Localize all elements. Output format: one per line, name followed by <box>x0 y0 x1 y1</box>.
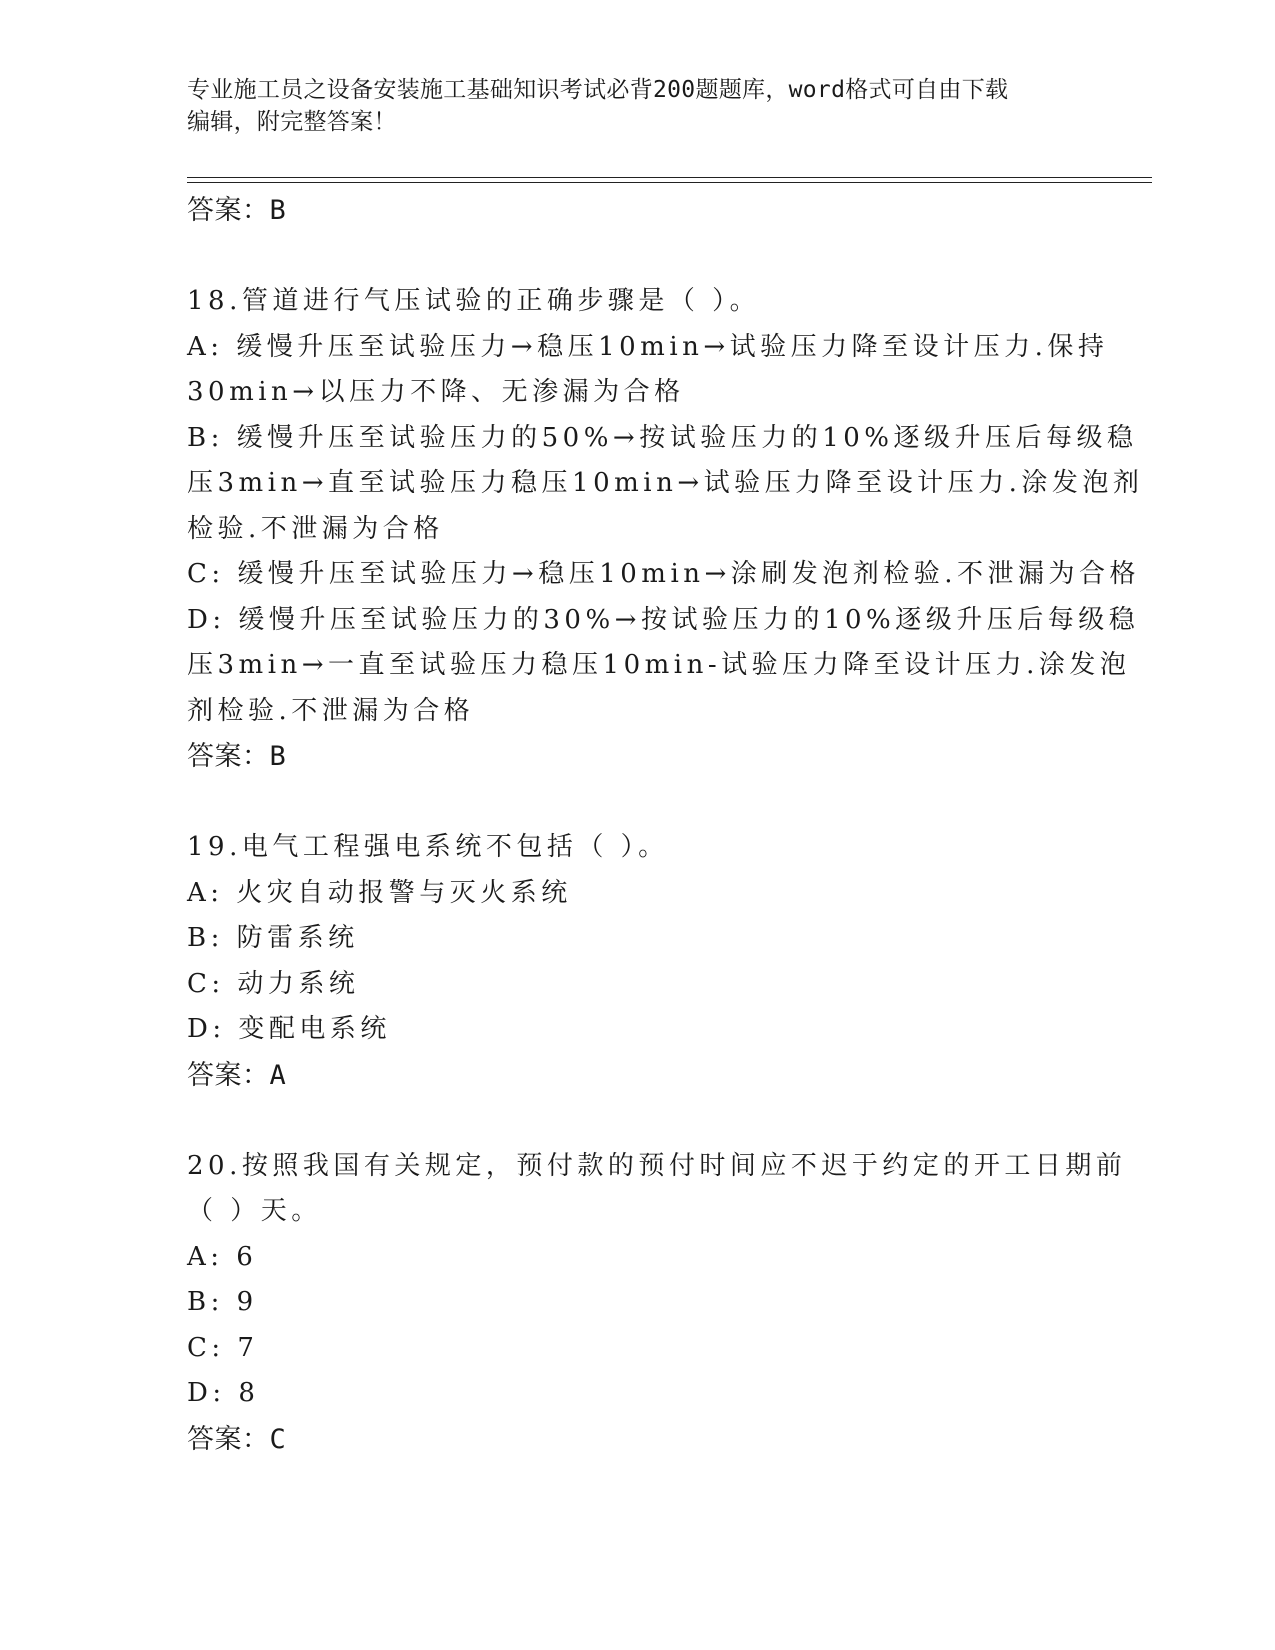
header-divider-bottom <box>187 182 1152 183</box>
question-stem: 18.管道进行气压试验的正确步骤是（ ）。 <box>187 286 761 316</box>
question-stem: 20.按照我国有关规定，预付款的预付时间应不迟于约定的开工日期前 <box>187 1150 1127 1181</box>
option-line: D: 缓慢升压至试验压力的30%→按试验压力的10%逐级升压后每级稳 <box>187 604 1140 635</box>
option-line: B: 9 <box>187 1287 258 1317</box>
option-line: 剂检验.不泄漏为合格 <box>187 695 475 726</box>
question-stem: 19.电气工程强电系统不包括（ ）。 <box>187 832 669 862</box>
option-line: 压3min→一直至试验压力稳压10min-试验压力降至设计压力.涂发泡 <box>187 650 1131 680</box>
spacer <box>187 780 1087 825</box>
spacer <box>187 1099 1087 1144</box>
page-header <box>187 74 1067 138</box>
option-line: B: 防雷系统 <box>187 923 359 953</box>
option-line: A: 缓慢升压至试验压力→稳压10min→试验压力降至设计压力.保持 <box>187 331 1109 362</box>
option-line: 检验.不泄漏为合格 <box>187 513 444 544</box>
option-line: D: 8 <box>187 1378 260 1408</box>
option-line: 压3min→直至试验压力稳压10min→试验压力降至设计压力.涂发泡剂 <box>187 468 1144 498</box>
header-divider-top <box>187 177 1152 178</box>
option-line: C: 动力系统 <box>187 968 360 999</box>
question-19 <box>187 825 1087 1099</box>
answer-line: 答案：B <box>187 741 287 772</box>
question-list <box>187 188 1144 1463</box>
question-20 <box>187 1144 1127 1463</box>
option-line: A: 火灾自动报警与灭火系统 <box>187 877 572 908</box>
answer-line: 答案：A <box>187 1059 287 1091</box>
option-line: C: 缓慢升压至试验压力→稳压10min→涂刷发泡剂检验.不泄漏为合格 <box>187 559 1141 589</box>
option-line: A: 6 <box>187 1241 258 1272</box>
header-line-1: 专业施工员之设备安装施工基础知识考试必背200题题库，word格式可自由下载 <box>187 77 1009 103</box>
question-18 <box>187 279 1144 780</box>
answer-line: 答案：C <box>187 1423 287 1455</box>
spacer <box>187 234 1087 279</box>
option-line: C: 7 <box>187 1332 259 1363</box>
option-line: 30min→以压力不降、无渗漏为合格 <box>187 377 685 407</box>
option-line: B: 缓慢升压至试验压力的50%→按试验压力的10%逐级升压后每级稳 <box>187 422 1138 453</box>
header-line-2: 编辑，附完整答案！ <box>187 109 397 135</box>
question-stem-continued: （ ）天。 <box>187 1196 322 1226</box>
option-line: D: 变配电系统 <box>187 1014 391 1044</box>
answer-line: 答案：B <box>187 195 287 226</box>
